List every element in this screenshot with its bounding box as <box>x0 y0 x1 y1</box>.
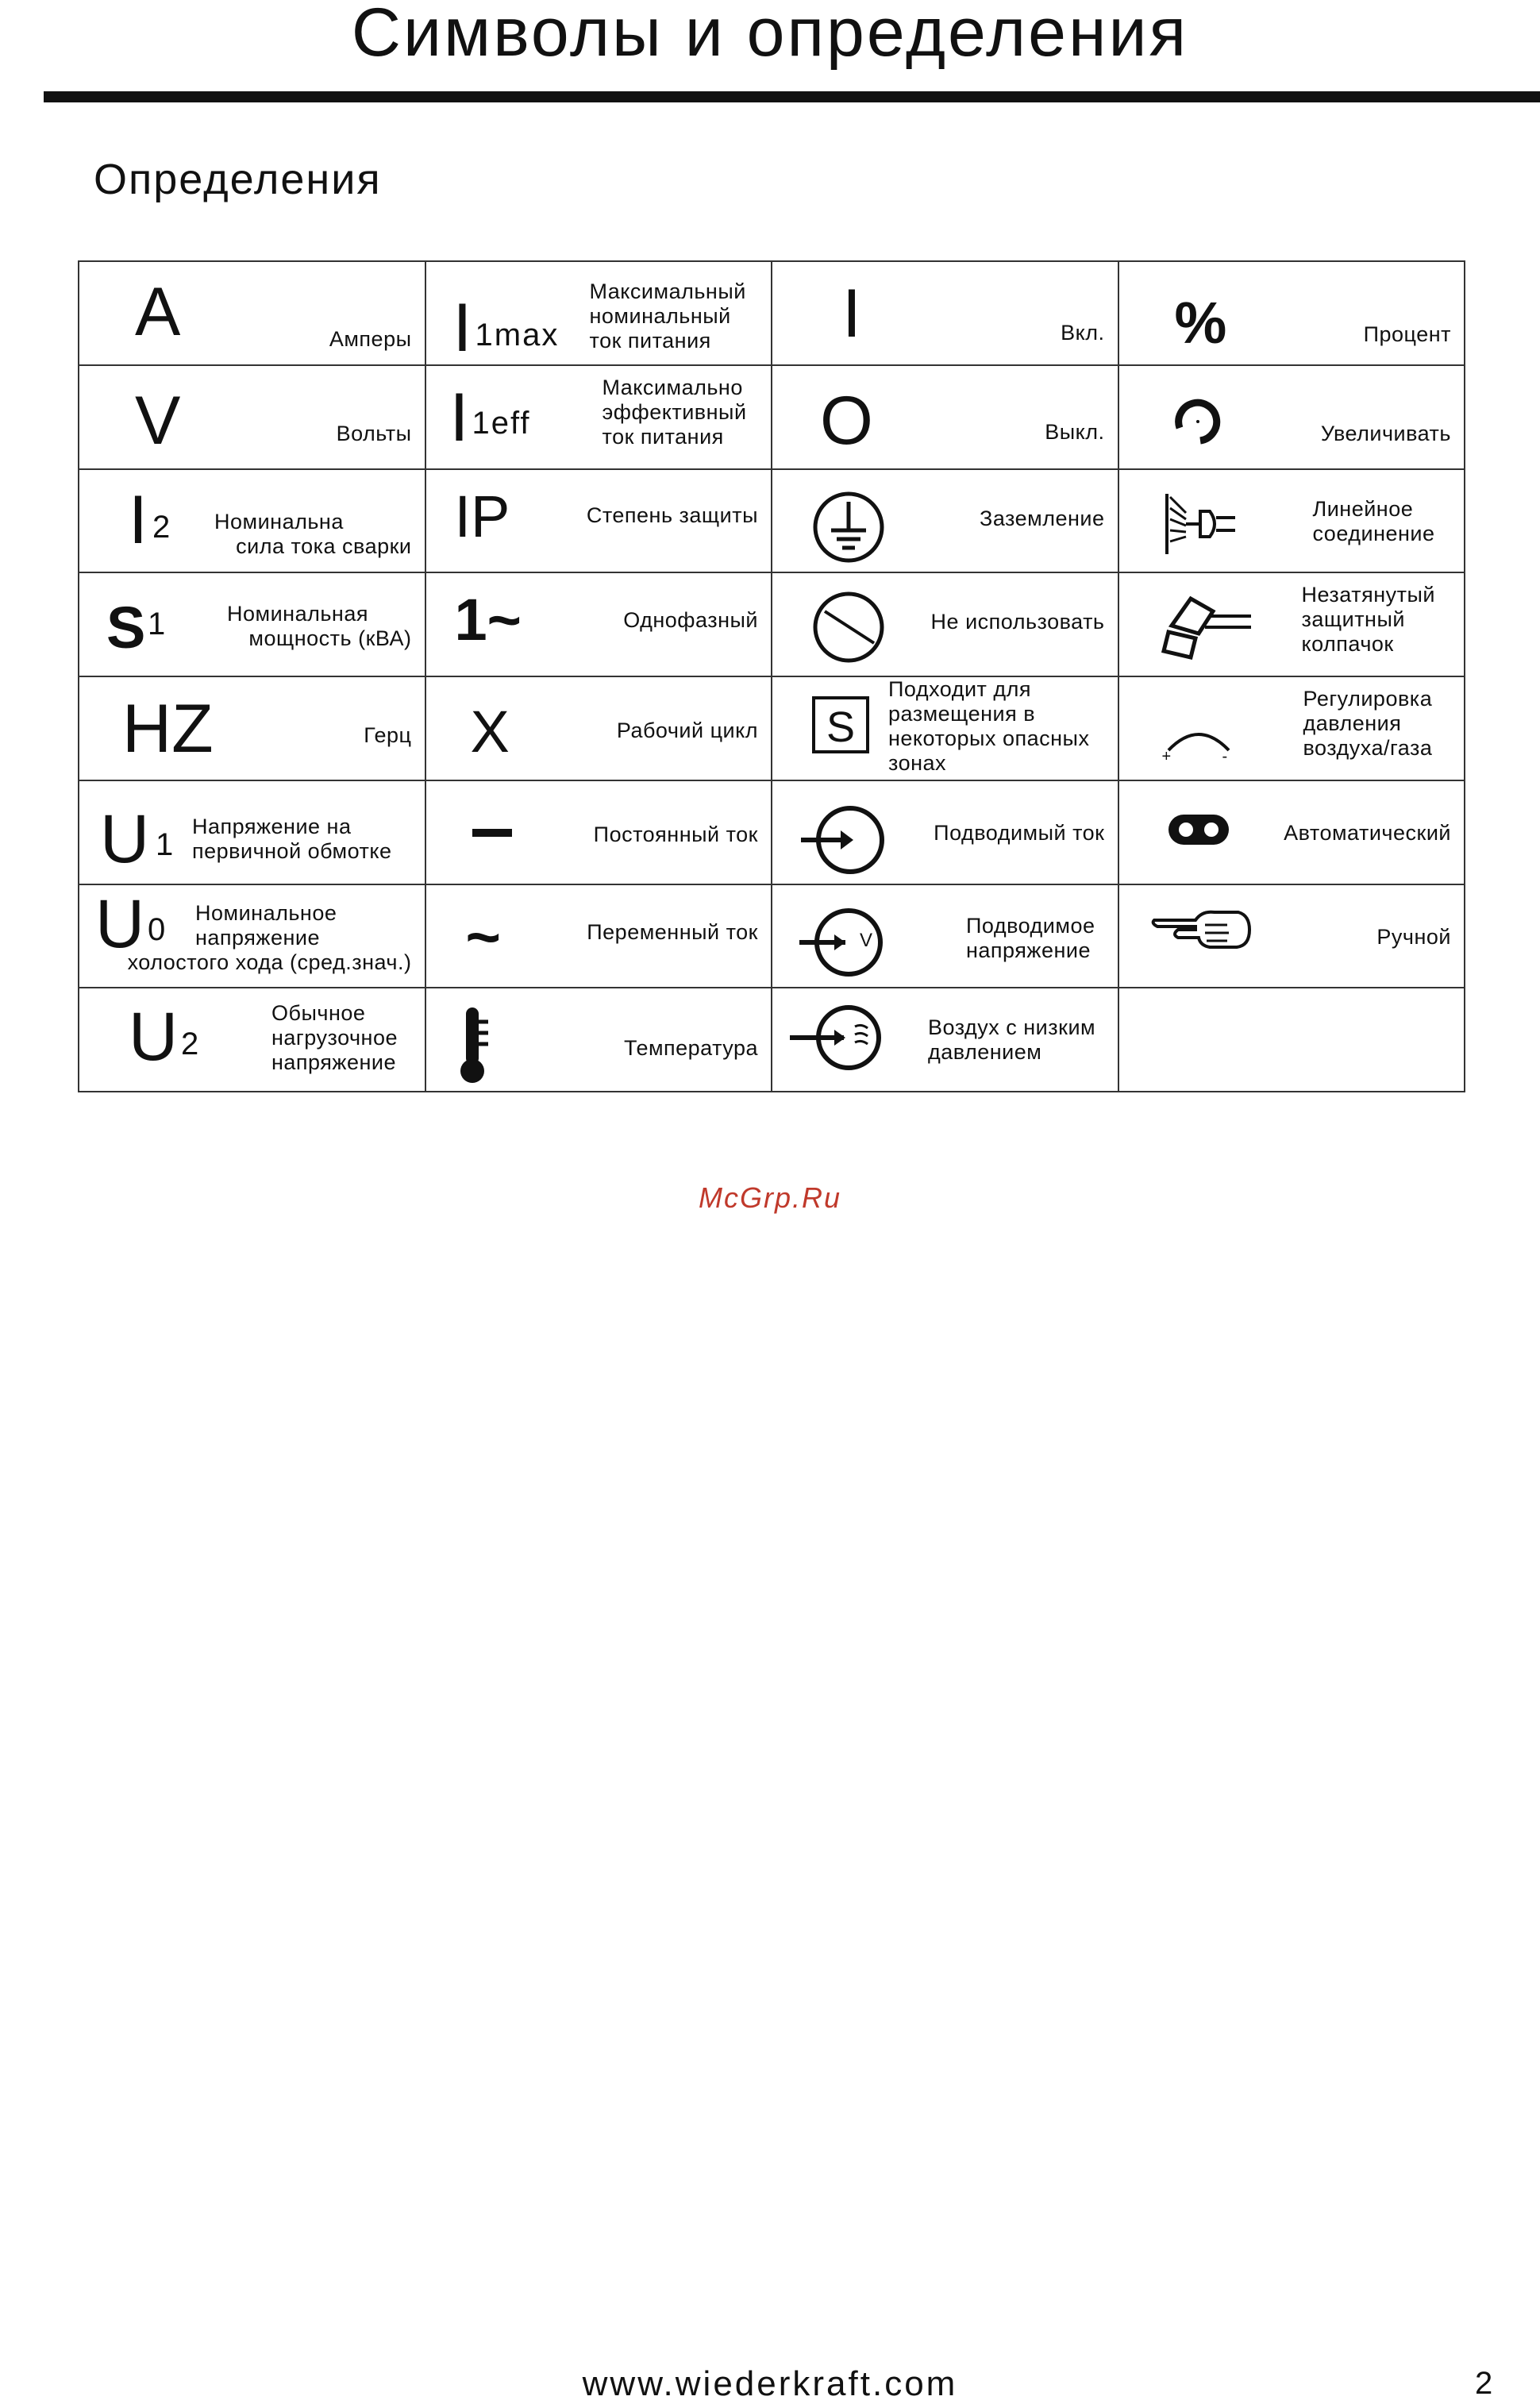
loose-nozzle-label-1: Незатянутый <box>1301 583 1435 607</box>
u2-label-2: нагрузочное <box>271 1026 398 1050</box>
u0-label-3: холостого хода (сред.знач.) <box>127 950 412 974</box>
cell-single-phase <box>426 573 773 677</box>
cell-temperature <box>426 988 773 1092</box>
safe-zone-box <box>812 696 869 753</box>
on-label: Вкл. <box>1061 321 1105 345</box>
loose-nozzle-label-2: защитный <box>1301 607 1405 632</box>
u2-symbol: U <box>129 999 179 1076</box>
cell-input-current <box>772 781 1119 885</box>
symbols-table <box>78 260 1465 1092</box>
u0-symbol: U <box>95 885 145 962</box>
title-rule <box>44 91 1540 102</box>
u0-subscript: 0 <box>148 911 166 947</box>
cell-do-not-use <box>772 573 1119 677</box>
increase-dial-icon <box>1168 393 1227 445</box>
input-current-icon <box>799 803 887 876</box>
percent-symbol: % <box>1174 290 1227 356</box>
on-symbol: I <box>842 275 861 352</box>
manual-label: Ручной <box>1376 924 1451 949</box>
i1max-label-1: Максимальный <box>589 279 746 303</box>
s1-subscript: 1 <box>148 607 166 642</box>
low-air-pressure-label-1: Воздух с низким <box>928 1015 1096 1040</box>
s1-symbol: S <box>106 595 146 661</box>
u1-label-1: Напряжение на <box>192 814 352 838</box>
cell-i2 <box>79 470 426 574</box>
line-connection-label-1: Линейное <box>1312 496 1414 521</box>
input-voltage-label-2: напряжение <box>966 938 1091 962</box>
cell-loose-nozzle <box>1119 573 1466 677</box>
single-phase-symbol: 1~ <box>454 587 522 653</box>
i1max-subscript: 1max <box>475 318 560 353</box>
cell-manual <box>1119 885 1466 989</box>
u1-label-2: первичной обмотке <box>192 838 392 863</box>
hazard-zones-label-4: зонах <box>888 751 947 775</box>
u0-label-2: напряжение <box>195 925 320 950</box>
automatic-label: Автоматический <box>1284 820 1451 845</box>
volts-label: Вольты <box>336 421 412 445</box>
single-phase-label: Однофазный <box>623 608 758 633</box>
cell-s1 <box>79 573 426 677</box>
percent-label: Процент <box>1363 322 1451 346</box>
plug-icon <box>1162 487 1242 561</box>
i1max-label-2: номинальный <box>589 304 731 328</box>
cell-on <box>772 262 1119 366</box>
temperature-label: Температура <box>623 1036 758 1061</box>
ground-icon <box>810 489 887 565</box>
i1eff-label-2: эффективный <box>602 399 747 424</box>
i2-symbol: I <box>129 481 148 558</box>
input-voltage-label-1: Подводимое <box>966 913 1095 938</box>
safe-zone-symbol: S <box>826 703 856 751</box>
cell-low-air-pressure <box>772 988 1119 1092</box>
u2-label-1: Обычное <box>271 1001 366 1026</box>
loose-nozzle-label-3: колпачок <box>1301 632 1394 657</box>
cell-ground <box>772 470 1119 574</box>
cell-direct-current <box>426 781 773 885</box>
input-current-label: Подводимый ток <box>934 820 1105 845</box>
pressure-label-3: воздуха/газа <box>1303 736 1433 760</box>
pressure-minus: - <box>1222 748 1228 765</box>
low-air-pressure-icon <box>790 1003 885 1076</box>
cell-automatic <box>1119 781 1466 885</box>
cell-empty <box>1119 988 1466 1092</box>
footer-url: www.wiederkraft.com <box>582 2364 958 2403</box>
cell-off <box>772 366 1119 470</box>
i1eff-label-1: Максимально <box>602 375 743 399</box>
i1eff-label-3: ток питания <box>602 424 724 449</box>
cell-u1 <box>79 781 426 885</box>
i2-subscript: 2 <box>152 509 171 545</box>
alternating-current-label: Переменный ток <box>587 919 758 944</box>
thermometer-icon <box>456 1004 496 1087</box>
duty-cycle-label: Рабочий цикл <box>616 719 758 742</box>
low-air-pressure-label-2: давлением <box>928 1040 1042 1065</box>
watermark: McGrp.Ru <box>698 1181 842 1214</box>
pressure-plus: + <box>1161 748 1172 765</box>
line-connection-label-2: соединение <box>1312 521 1435 545</box>
i2-label-1: Номинальна <box>214 509 344 534</box>
automatic-icon <box>1165 811 1232 849</box>
cell-u0 <box>79 885 426 989</box>
s1-label-2: мощность (кВА) <box>248 626 412 651</box>
dc-line-icon <box>472 827 515 838</box>
i1eff-symbol: I <box>449 379 469 456</box>
i1max-symbol: I <box>452 290 472 366</box>
u2-label-3: напряжение <box>271 1050 396 1075</box>
u2-subscript: 2 <box>181 1027 199 1062</box>
cell-percent <box>1119 262 1466 366</box>
increase-label: Увеличивать <box>1320 421 1451 445</box>
cell-line-connection <box>1119 470 1466 574</box>
page-number: 2 <box>1475 2366 1493 2401</box>
off-symbol: O <box>820 382 873 459</box>
duty-cycle-symbol: X <box>470 699 510 765</box>
cell-amperes <box>79 262 426 366</box>
hertz-label: Герц <box>364 723 412 747</box>
cell-alternating-current <box>426 885 773 989</box>
hertz-symbol: HZ <box>122 691 214 767</box>
amperes-label: Амперы <box>329 327 412 351</box>
amperes-symbol: A <box>135 274 181 350</box>
pressure-label-1: Регулировка <box>1303 687 1433 711</box>
cell-hazard-zones <box>772 677 1119 781</box>
cell-u2 <box>79 988 426 1092</box>
i2-label-2: сила тока сварки <box>236 534 412 558</box>
ip-label: Степень защиты <box>586 503 758 527</box>
torch-nozzle-icon <box>1156 588 1254 664</box>
off-label: Выкл. <box>1045 419 1105 444</box>
i1max-label-3: ток питания <box>589 329 711 353</box>
u0-label-1: Номинальное <box>195 900 337 925</box>
cell-volts <box>79 366 426 470</box>
input-voltage-v: V <box>860 929 873 951</box>
hazard-zones-label-1: Подходит для <box>888 677 1032 701</box>
ip-symbol: IP <box>454 483 510 549</box>
cell-ip <box>426 470 773 574</box>
i1eff-subscript: 1eff <box>472 405 531 441</box>
u1-symbol: U <box>100 800 150 877</box>
do-not-use-label: Не использовать <box>930 610 1105 634</box>
cell-increase <box>1119 366 1466 470</box>
volts-symbol: V <box>135 382 181 459</box>
prohibited-icon <box>810 589 887 665</box>
cell-hertz <box>79 677 426 781</box>
cell-i1eff <box>426 366 773 470</box>
cell-i1max <box>426 262 773 366</box>
cell-pressure-regulation <box>1119 677 1466 781</box>
pointing-hand-icon <box>1151 904 1254 954</box>
cell-input-voltage <box>772 885 1119 989</box>
s1-label-1: Номинальная <box>227 602 368 626</box>
cell-duty-cycle <box>426 677 773 781</box>
section-title: Определения <box>94 156 382 203</box>
direct-current-label: Постоянный ток <box>593 822 758 846</box>
hazard-zones-label-3: некоторых опасных <box>888 726 1090 750</box>
alternating-current-symbol: ~ <box>465 903 501 971</box>
hazard-zones-label-2: размещения в <box>888 702 1036 726</box>
u1-subscript: 1 <box>156 826 174 862</box>
pressure-label-2: давления <box>1303 711 1402 735</box>
page-title: Символы и определения <box>351 0 1189 71</box>
ground-label: Заземление <box>980 506 1105 530</box>
